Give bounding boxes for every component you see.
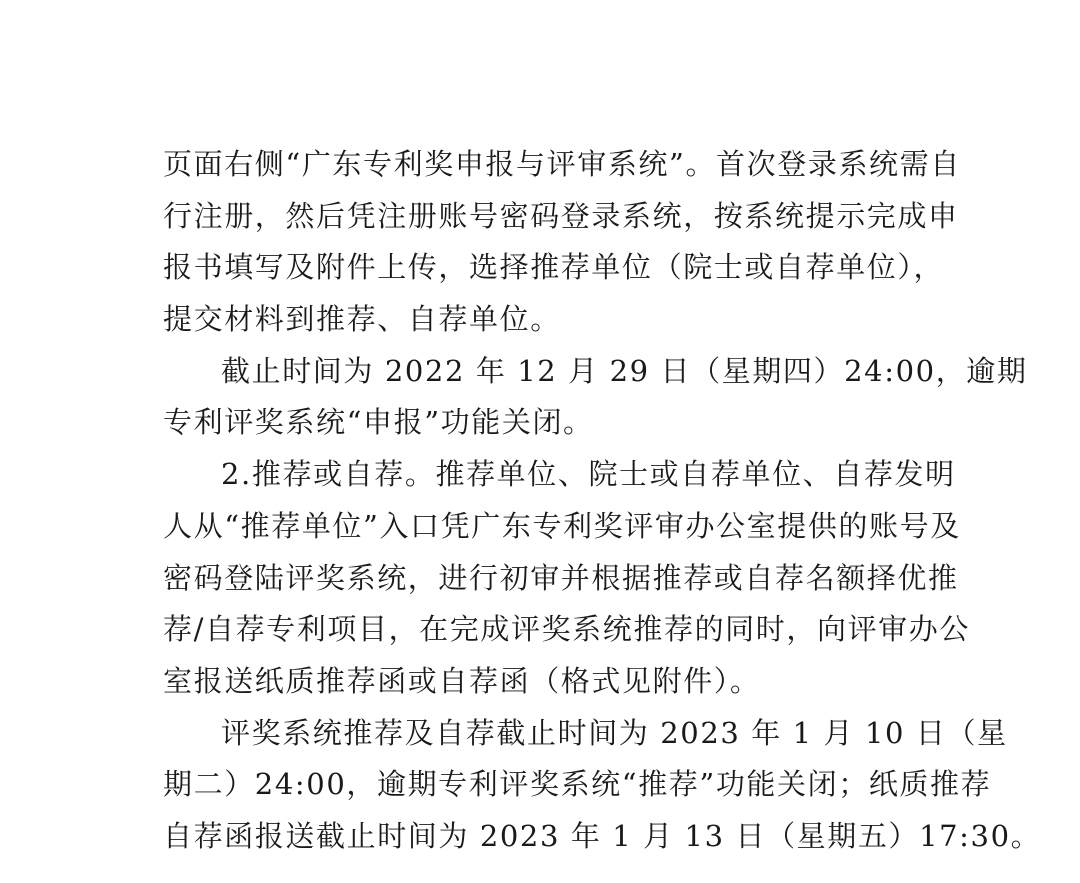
text-line-10: 荐/自荐专利项目，在完成评奖系统推荐的同时，向评审办公: [163, 612, 970, 647]
text-line-2: 行注册，然后凭注册账号密码登录系统，按系统提示完成申: [163, 198, 959, 233]
document-body: [163, 139, 1042, 863]
text-line-12: 评奖系统推荐及自荐截止时间为 2023 年 1 月 10 日（星: [221, 715, 1008, 750]
text-line-7: 2.推荐或自荐。推荐单位、院士或自荐单位、自荐发明: [221, 457, 956, 492]
text-line-11: 室报送纸质推荐函或自荐函（格式见附件）。: [163, 663, 761, 698]
text-line-9: 密码登陆评奖系统，进行初审并根据推荐或自荐名额择优推: [163, 560, 959, 595]
text-line-5: 截止时间为 2022 年 12 月 29 日（星期四）24:00，逾期: [221, 353, 1028, 388]
text-line-6: 专利评奖系统“申报”功能关闭。: [163, 405, 594, 440]
text-line-14: 自荐函报送截止时间为 2023 年 1 月 13 日（星期五）17:30。: [163, 818, 1042, 853]
text-line-3: 报书填写及附件上传，选择推荐单位（院士或自荐单位），: [163, 250, 945, 285]
text-line-13: 期二）24:00，逾期专利评奖系统“推荐”功能关闭；纸质推荐: [163, 767, 992, 802]
text-line-1: 页面右侧“广东专利奖申报与评审系统”。首次登录系统需自: [163, 147, 961, 181]
text-line-8: 人从“推荐单位”入口凭广东专利奖评审办公室提供的账号及: [163, 508, 961, 543]
text-line-4: 提交材料到推荐、自荐单位。: [163, 302, 561, 337]
